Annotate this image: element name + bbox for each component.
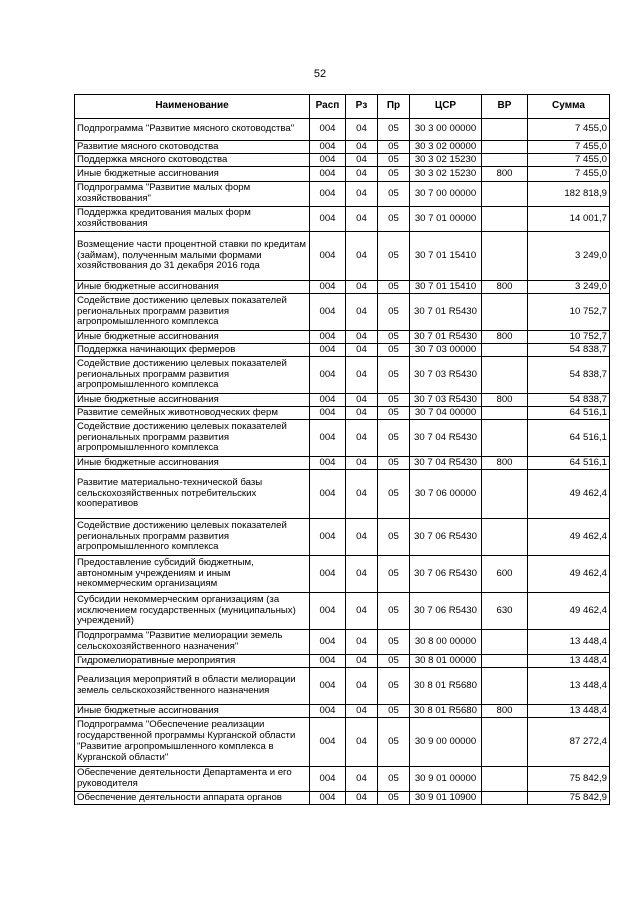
- cell-name: Иные бюджетные ассигнования: [75, 281, 310, 294]
- cell-name: Подпрограмма "Развитие мясного скотоводства": [75, 119, 310, 141]
- table-row: [75, 331, 610, 344]
- cell-name: Подпрограмма "Развитие малых форм хозяйствования": [75, 182, 310, 207]
- cell-csr: 30 7 01 R5430: [410, 331, 482, 344]
- cell-csr: 30 9 00 00000: [410, 718, 482, 767]
- cell-name: Обеспечение деятельности аппарата органов: [75, 792, 310, 805]
- cell-sum: 49 462,4: [528, 593, 610, 630]
- cell-pr: 05: [378, 470, 410, 519]
- cell-csr: 30 7 00 00000: [410, 182, 482, 207]
- table-row: [75, 718, 610, 767]
- cell-vr: [482, 154, 528, 167]
- header-csr: ЦСР: [410, 95, 482, 119]
- cell-vr: 800: [482, 394, 528, 407]
- cell-pr: 05: [378, 792, 410, 805]
- cell-name: Развитие семейных животноводческих ферм: [75, 407, 310, 420]
- cell-vr: 800: [482, 705, 528, 718]
- table-row: [75, 281, 610, 294]
- table-row: [75, 357, 610, 394]
- cell-csr: 30 7 03 R5430: [410, 394, 482, 407]
- table-row: [75, 344, 610, 357]
- cell-pr: 05: [378, 207, 410, 232]
- cell-pr: 05: [378, 394, 410, 407]
- cell-pr: 05: [378, 294, 410, 331]
- cell-rz: 04: [346, 630, 378, 655]
- cell-sum: 3 249,0: [528, 281, 610, 294]
- cell-sum: 182 818,9: [528, 182, 610, 207]
- cell-vr: [482, 718, 528, 767]
- cell-rz: 04: [346, 705, 378, 718]
- cell-name: Содействие достижению целевых показателей региональных программ развития агропромышленного комплекса: [75, 420, 310, 457]
- cell-rz: 04: [346, 141, 378, 154]
- cell-pr: 05: [378, 593, 410, 630]
- cell-sum: 13 448,4: [528, 705, 610, 718]
- cell-name: Развитие мясного скотоводства: [75, 141, 310, 154]
- table-row: [75, 470, 610, 519]
- cell-csr: 30 7 01 00000: [410, 207, 482, 232]
- cell-sum: 64 516,1: [528, 407, 610, 420]
- cell-pr: 05: [378, 344, 410, 357]
- cell-csr: 30 7 04 00000: [410, 407, 482, 420]
- cell-pr: 05: [378, 767, 410, 792]
- cell-sum: 3 249,0: [528, 232, 610, 281]
- cell-sum: 49 462,4: [528, 470, 610, 519]
- cell-csr: 30 7 06 R5430: [410, 556, 482, 593]
- cell-rasp: 004: [310, 394, 346, 407]
- cell-rz: 04: [346, 420, 378, 457]
- cell-pr: 05: [378, 331, 410, 344]
- cell-csr: 30 7 06 R5430: [410, 593, 482, 630]
- cell-sum: 75 842,9: [528, 792, 610, 805]
- cell-vr: 630: [482, 593, 528, 630]
- cell-rasp: 004: [310, 141, 346, 154]
- cell-rasp: 004: [310, 556, 346, 593]
- table-row: [75, 394, 610, 407]
- header-rasp: Расп: [310, 95, 346, 119]
- cell-pr: 05: [378, 232, 410, 281]
- table-row: [75, 556, 610, 593]
- cell-name: Возмещение части процентной ставки по кредитам (займам), полученным малыми формами хозяйствования до 31 декабря 2016 года: [75, 232, 310, 281]
- cell-csr: 30 3 02 15230: [410, 154, 482, 167]
- cell-pr: 05: [378, 556, 410, 593]
- cell-sum: 54 838,7: [528, 394, 610, 407]
- cell-sum: 54 838,7: [528, 344, 610, 357]
- cell-rasp: 004: [310, 630, 346, 655]
- cell-rasp: 004: [310, 767, 346, 792]
- cell-rz: 04: [346, 331, 378, 344]
- cell-name: Поддержка кредитования малых форм хозяйствования: [75, 207, 310, 232]
- table-row: [75, 668, 610, 705]
- page-number: 52: [313, 68, 327, 80]
- cell-pr: 05: [378, 357, 410, 394]
- cell-sum: 49 462,4: [528, 519, 610, 556]
- cell-csr: 30 9 01 00000: [410, 767, 482, 792]
- cell-csr: 30 8 01 R5680: [410, 668, 482, 705]
- cell-rz: 04: [346, 519, 378, 556]
- cell-name: Содействие достижению целевых показателей региональных программ развития агропромышленного комплекса: [75, 519, 310, 556]
- table-row: [75, 457, 610, 470]
- cell-rz: 04: [346, 593, 378, 630]
- table-row: [75, 407, 610, 420]
- cell-csr: 30 8 01 R5680: [410, 705, 482, 718]
- cell-rasp: 004: [310, 519, 346, 556]
- cell-rz: 04: [346, 294, 378, 331]
- cell-csr: 30 7 04 R5430: [410, 457, 482, 470]
- cell-pr: 05: [378, 705, 410, 718]
- cell-rasp: 004: [310, 281, 346, 294]
- cell-rasp: 004: [310, 344, 346, 357]
- cell-rz: 04: [346, 470, 378, 519]
- cell-sum: 7 455,0: [528, 119, 610, 141]
- cell-pr: 05: [378, 141, 410, 154]
- cell-vr: [482, 232, 528, 281]
- cell-name: Реализация мероприятий в области мелиорации земель сельскохозяйственного назначения: [75, 668, 310, 705]
- cell-name: Поддержка мясного скотоводства: [75, 154, 310, 167]
- cell-name: Подпрограмма "Обеспечение реализации государственной программы Курганской области "Развитие агропромышленного комплекса в Курганской области": [75, 718, 310, 767]
- cell-rasp: 004: [310, 294, 346, 331]
- cell-csr: 30 3 02 00000: [410, 141, 482, 154]
- header-rz: Рз: [346, 95, 378, 119]
- cell-csr: 30 7 03 R5430: [410, 357, 482, 394]
- cell-rz: 04: [346, 394, 378, 407]
- cell-rasp: 004: [310, 705, 346, 718]
- table-row: [75, 154, 610, 167]
- cell-rasp: 004: [310, 593, 346, 630]
- cell-rz: 04: [346, 457, 378, 470]
- cell-name: Иные бюджетные ассигнования: [75, 705, 310, 718]
- cell-csr: 30 3 00 00000: [410, 119, 482, 141]
- cell-rasp: 004: [310, 182, 346, 207]
- cell-name: Поддержка начинающих фермеров: [75, 344, 310, 357]
- cell-name: Иные бюджетные ассигнования: [75, 394, 310, 407]
- cell-rz: 04: [346, 668, 378, 705]
- cell-pr: 05: [378, 457, 410, 470]
- cell-sum: 13 448,4: [528, 668, 610, 705]
- cell-vr: 800: [482, 457, 528, 470]
- cell-name: Иные бюджетные ассигнования: [75, 167, 310, 182]
- cell-vr: [482, 630, 528, 655]
- table-row: [75, 167, 610, 182]
- cell-vr: [482, 119, 528, 141]
- cell-sum: 10 752,7: [528, 331, 610, 344]
- cell-vr: [482, 407, 528, 420]
- cell-vr: 600: [482, 556, 528, 593]
- header-pr: Пр: [378, 95, 410, 119]
- cell-name: Обеспечение деятельности Департамента и его руководителя: [75, 767, 310, 792]
- table-row: [75, 767, 610, 792]
- cell-name: Подпрограмма "Развитие мелиорации земель сельскохозяйственного назначения": [75, 630, 310, 655]
- header-sum: Сумма: [528, 95, 610, 119]
- cell-rz: 04: [346, 154, 378, 167]
- cell-pr: 05: [378, 154, 410, 167]
- cell-sum: 10 752,7: [528, 294, 610, 331]
- cell-name: Субсидии некоммерческим организациям (за исключением государственных (муниципальных) учреждений): [75, 593, 310, 630]
- table-row: [75, 593, 610, 630]
- cell-rz: 04: [346, 407, 378, 420]
- table-row: [75, 519, 610, 556]
- cell-rasp: 004: [310, 207, 346, 232]
- cell-rz: 04: [346, 344, 378, 357]
- cell-rasp: 004: [310, 457, 346, 470]
- cell-rasp: 004: [310, 420, 346, 457]
- cell-vr: [482, 207, 528, 232]
- table-row: [75, 792, 610, 805]
- cell-csr: 30 9 01 10900: [410, 792, 482, 805]
- cell-rasp: 004: [310, 668, 346, 705]
- cell-csr: 30 7 06 R5430: [410, 519, 482, 556]
- cell-name: Развитие материально-технической базы сельскохозяйственных потребительских кооперативов: [75, 470, 310, 519]
- cell-name: Иные бюджетные ассигнования: [75, 457, 310, 470]
- cell-vr: 800: [482, 331, 528, 344]
- header-name: Наименование: [75, 95, 310, 119]
- table-row: [75, 141, 610, 154]
- cell-rasp: 004: [310, 119, 346, 141]
- cell-vr: [482, 519, 528, 556]
- cell-pr: 05: [378, 182, 410, 207]
- cell-vr: [482, 420, 528, 457]
- cell-sum: 54 838,7: [528, 357, 610, 394]
- cell-rz: 04: [346, 655, 378, 668]
- cell-rz: 04: [346, 792, 378, 805]
- cell-pr: 05: [378, 420, 410, 457]
- cell-pr: 05: [378, 519, 410, 556]
- cell-rasp: 004: [310, 655, 346, 668]
- cell-vr: 800: [482, 167, 528, 182]
- table-row: [75, 705, 610, 718]
- cell-sum: 64 516,1: [528, 420, 610, 457]
- cell-name: Иные бюджетные ассигнования: [75, 331, 310, 344]
- cell-vr: [482, 294, 528, 331]
- cell-rasp: 004: [310, 718, 346, 767]
- cell-pr: 05: [378, 119, 410, 141]
- cell-rasp: 004: [310, 331, 346, 344]
- cell-vr: [482, 470, 528, 519]
- cell-vr: [482, 767, 528, 792]
- cell-rz: 04: [346, 357, 378, 394]
- cell-vr: [482, 141, 528, 154]
- cell-vr: [482, 357, 528, 394]
- cell-rasp: 004: [310, 167, 346, 182]
- cell-pr: 05: [378, 668, 410, 705]
- cell-name: Содействие достижению целевых показателей региональных программ развития агропромышленного комплекса: [75, 357, 310, 394]
- cell-rasp: 004: [310, 470, 346, 519]
- cell-sum: 13 448,4: [528, 630, 610, 655]
- cell-rz: 04: [346, 281, 378, 294]
- cell-rz: 04: [346, 232, 378, 281]
- table-row: [75, 182, 610, 207]
- table-row: [75, 420, 610, 457]
- cell-csr: 30 7 01 15410: [410, 232, 482, 281]
- cell-sum: 49 462,4: [528, 556, 610, 593]
- cell-sum: 64 516,1: [528, 457, 610, 470]
- cell-rasp: 004: [310, 154, 346, 167]
- cell-pr: 05: [378, 630, 410, 655]
- table-row: [75, 294, 610, 331]
- cell-name: Содействие достижению целевых показателей региональных программ развития агропромышленного комплекса: [75, 294, 310, 331]
- cell-sum: 7 455,0: [528, 154, 610, 167]
- cell-rz: 04: [346, 718, 378, 767]
- cell-sum: 7 455,0: [528, 141, 610, 154]
- cell-csr: 30 8 00 00000: [410, 630, 482, 655]
- cell-csr: 30 7 03 00000: [410, 344, 482, 357]
- table-row: [75, 119, 610, 141]
- budget-table: [74, 94, 610, 805]
- cell-rasp: 004: [310, 357, 346, 394]
- cell-pr: 05: [378, 167, 410, 182]
- cell-pr: 05: [378, 655, 410, 668]
- cell-vr: [482, 668, 528, 705]
- cell-vr: 800: [482, 281, 528, 294]
- table-row: [75, 232, 610, 281]
- cell-rasp: 004: [310, 232, 346, 281]
- cell-csr: 30 7 06 00000: [410, 470, 482, 519]
- cell-csr: 30 3 02 15230: [410, 167, 482, 182]
- cell-sum: 13 448,4: [528, 655, 610, 668]
- cell-name: Предоставление субсидий бюджетным, автономным учреждениям и иным некоммерческим организациям: [75, 556, 310, 593]
- cell-pr: 05: [378, 718, 410, 767]
- header-vr: ВР: [482, 95, 528, 119]
- cell-rasp: 004: [310, 792, 346, 805]
- table-row: [75, 207, 610, 232]
- table-body: [75, 119, 610, 805]
- cell-vr: [482, 344, 528, 357]
- header-row: [75, 95, 610, 119]
- cell-rz: 04: [346, 182, 378, 207]
- cell-rz: 04: [346, 167, 378, 182]
- table-row: [75, 630, 610, 655]
- cell-rasp: 004: [310, 407, 346, 420]
- cell-csr: 30 8 01 00000: [410, 655, 482, 668]
- cell-sum: 87 272,4: [528, 718, 610, 767]
- table-row: [75, 655, 610, 668]
- cell-vr: [482, 655, 528, 668]
- table-header: [75, 95, 610, 119]
- cell-name: Гидромелиоративные мероприятия: [75, 655, 310, 668]
- cell-vr: [482, 792, 528, 805]
- cell-pr: 05: [378, 407, 410, 420]
- cell-sum: 75 842,9: [528, 767, 610, 792]
- cell-sum: 14 001,7: [528, 207, 610, 232]
- cell-rz: 04: [346, 556, 378, 593]
- cell-vr: [482, 182, 528, 207]
- cell-rz: 04: [346, 207, 378, 232]
- cell-csr: 30 7 04 R5430: [410, 420, 482, 457]
- cell-sum: 7 455,0: [528, 167, 610, 182]
- cell-pr: 05: [378, 281, 410, 294]
- cell-csr: 30 7 01 R5430: [410, 294, 482, 331]
- cell-rz: 04: [346, 119, 378, 141]
- cell-rz: 04: [346, 767, 378, 792]
- cell-csr: 30 7 01 15410: [410, 281, 482, 294]
